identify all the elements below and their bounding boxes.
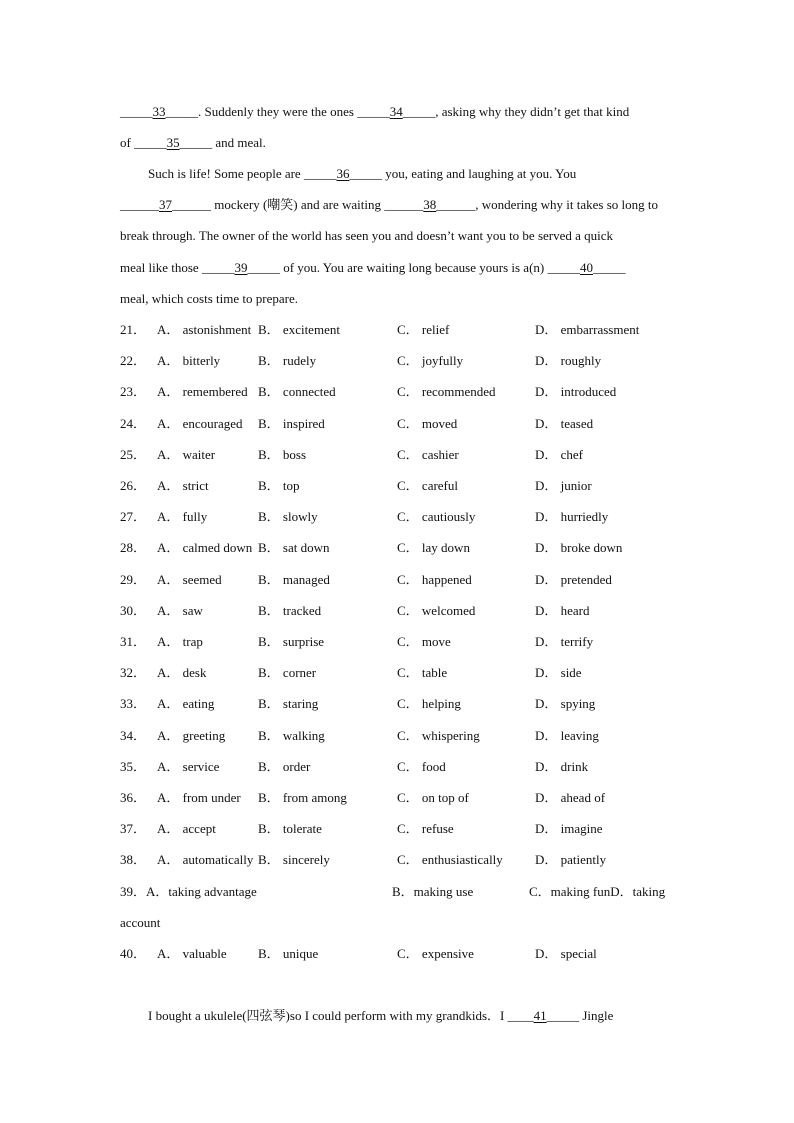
question-row xyxy=(120,759,680,775)
option-d: D． introduced xyxy=(535,384,617,399)
option-b: B． unique xyxy=(258,946,319,961)
option-a: A． trap xyxy=(157,634,203,649)
option-c: C． moved xyxy=(397,416,458,431)
blank-41: 41 xyxy=(533,1008,547,1023)
option-b: B． walking xyxy=(258,728,325,743)
option-c: C． relief xyxy=(397,322,450,337)
question-row xyxy=(120,728,680,744)
passage-text: , asking why they didn’t get that kind xyxy=(435,104,630,119)
option-c: C． cautiously xyxy=(397,509,476,524)
question-number: 21． xyxy=(120,322,147,337)
option-b: B． from among xyxy=(258,790,347,805)
passage-text: I bought a ukulele(四弦琴)so I could perform with my grandkids．I xyxy=(148,1008,508,1023)
option-b: B． connected xyxy=(258,384,336,399)
option-a: A． greeting xyxy=(157,728,226,743)
option-c: C． table xyxy=(397,665,448,680)
option-c: C． lay down xyxy=(397,540,470,555)
passage-text: of xyxy=(120,135,135,150)
question-row-40 xyxy=(120,946,680,962)
passage-line-4 xyxy=(120,197,658,213)
option-a: A． automatically xyxy=(157,852,254,867)
option-d: D． broke down xyxy=(535,540,623,555)
option-b: B． rudely xyxy=(258,353,317,368)
question-number: 22． xyxy=(120,353,147,368)
option-a: A． seemed xyxy=(157,572,222,587)
option-c: C． expensive xyxy=(397,946,474,961)
option-b: B． sincerely xyxy=(258,852,330,867)
option-d: D． roughly xyxy=(535,353,602,368)
option-c: C． helping xyxy=(397,696,461,711)
question-number: 36． xyxy=(120,790,147,805)
option-d: D． hurriedly xyxy=(535,509,609,524)
option-a: A． strict xyxy=(157,478,209,493)
option-a: A． from under xyxy=(157,790,241,805)
passage-text: Such is life! Some people are xyxy=(148,166,304,181)
blank-underline: _____ xyxy=(120,104,153,119)
question-row xyxy=(120,447,680,463)
question-row xyxy=(120,696,680,712)
option-a: A． encouraged xyxy=(157,416,243,431)
blank-underline: _____ xyxy=(165,104,198,119)
question-number: 37． xyxy=(120,821,147,836)
option-b: B． boss xyxy=(258,447,307,462)
blank-36: 36 xyxy=(336,166,350,181)
passage-text: you, eating and laughing at you. You xyxy=(381,166,577,181)
option-d: D． side xyxy=(535,665,582,680)
option-a: A． desk xyxy=(157,665,207,680)
passage-line-6 xyxy=(120,260,626,276)
option-cd: C．making funD．taking xyxy=(529,884,666,899)
option-c: C． recommended xyxy=(397,384,496,399)
passage-text: and meal. xyxy=(212,135,266,150)
option-c: C． welcomed xyxy=(397,603,476,618)
option-b: B． staring xyxy=(258,696,319,711)
option-c: C． joyfully xyxy=(397,353,464,368)
blank-underline: ______ xyxy=(120,197,159,212)
option-c: C． on top of xyxy=(397,790,469,805)
option-d: D． pretended xyxy=(535,572,612,587)
question-number: 38． xyxy=(120,852,147,867)
question-row xyxy=(120,416,680,432)
blank-39: 39 xyxy=(234,260,248,275)
option-d: D． heard xyxy=(535,603,590,618)
option-b: B． tracked xyxy=(258,603,322,618)
option-b: B． excitement xyxy=(258,322,340,337)
option-a: A． remembered xyxy=(157,384,248,399)
option-a: A． fully xyxy=(157,509,208,524)
question-number: 35． xyxy=(120,759,147,774)
option-d: D． patiently xyxy=(535,852,607,867)
question-number: 27． xyxy=(120,509,147,524)
question-39-continuation: account xyxy=(120,915,161,930)
question-number: 30． xyxy=(120,603,147,618)
option-d: D． embarrassment xyxy=(535,322,640,337)
question-row xyxy=(120,603,680,619)
passage-line-3 xyxy=(148,166,576,182)
question-row xyxy=(120,478,680,494)
option-a: A． astonishment xyxy=(157,322,252,337)
option-a: A． service xyxy=(157,759,220,774)
option-a: 39．A．taking advantage xyxy=(120,884,257,899)
blank-33: 33 xyxy=(152,104,166,119)
passage-line-1 xyxy=(120,104,629,120)
question-row xyxy=(120,540,680,556)
blank-37: 37 xyxy=(159,197,172,212)
option-d: D． special xyxy=(535,946,597,961)
option-c: C． happened xyxy=(397,572,472,587)
option-d: D． junior xyxy=(535,478,592,493)
option-c: C． move xyxy=(397,634,451,649)
passage-text: meal like those xyxy=(120,260,202,275)
option-a: A． saw xyxy=(157,603,203,618)
option-d: D． ahead of xyxy=(535,790,606,805)
option-a: A． bitterly xyxy=(157,353,221,368)
question-row-39 xyxy=(120,884,680,900)
question-number: 28． xyxy=(120,540,147,555)
option-b: B． slowly xyxy=(258,509,318,524)
passage-two-line-1 xyxy=(148,1008,613,1024)
option-d: D． spying xyxy=(535,696,596,711)
blank-underline: _____ xyxy=(402,104,436,119)
question-row xyxy=(120,322,680,338)
option-d: D． drink xyxy=(535,759,589,774)
question-row xyxy=(120,821,680,837)
option-d: D． chef xyxy=(535,447,584,462)
blank-underline: ______ xyxy=(436,197,476,212)
question-number: 25． xyxy=(120,447,147,462)
option-b: B． order xyxy=(258,759,311,774)
option-c: C． careful xyxy=(397,478,459,493)
blank-underline: _____ xyxy=(593,260,626,275)
blank-underline: ____ xyxy=(507,1008,534,1023)
passage-line-5: break through. The owner of the world has seen you and doesn’t want you to be served a quick xyxy=(120,228,614,243)
blank-underline: _____ xyxy=(357,104,390,119)
blank-34: 34 xyxy=(389,104,403,119)
option-b: B． tolerate xyxy=(258,821,322,836)
question-row xyxy=(120,852,680,868)
question-row xyxy=(120,384,680,400)
blank-40: 40 xyxy=(580,260,593,275)
blank-underline: ______ xyxy=(172,197,211,212)
option-b: B． surprise xyxy=(258,634,325,649)
option-c: C． whispering xyxy=(397,728,480,743)
question-row xyxy=(120,353,680,369)
passage-text: . Suddenly they were the ones xyxy=(198,104,358,119)
blank-underline: _____ xyxy=(349,166,382,181)
question-row xyxy=(120,634,680,650)
blank-underline: _____ xyxy=(247,260,280,275)
blank-underline: _____ xyxy=(547,260,580,275)
blank-underline: _____ xyxy=(201,260,235,275)
passage-text: , wondering why it takes so long to xyxy=(475,197,658,212)
option-d: D． imagine xyxy=(535,821,603,836)
option-c: C． refuse xyxy=(397,821,454,836)
option-b: B． managed xyxy=(258,572,330,587)
question-number: 31． xyxy=(120,634,147,649)
passage-text: mockery (嘲笑) and are waiting xyxy=(211,197,385,212)
option-d: D． leaving xyxy=(535,728,599,743)
question-row xyxy=(120,572,680,588)
blank-38: 38 xyxy=(423,197,437,212)
passage-text: of you. You are waiting long because yours is a(n) xyxy=(279,260,548,275)
question-row xyxy=(120,790,680,806)
question-number: 29． xyxy=(120,572,147,587)
option-a: A． calmed down xyxy=(157,540,253,555)
option-b: B． sat down xyxy=(258,540,330,555)
option-d: D． teased xyxy=(535,416,594,431)
question-number: 34． xyxy=(120,728,147,743)
question-number: 26． xyxy=(120,478,147,493)
passage-line-2 xyxy=(120,135,266,151)
blank-35: 35 xyxy=(166,135,180,150)
question-row xyxy=(120,665,680,681)
option-a: A． valuable xyxy=(157,946,227,961)
blank-underline: ______ xyxy=(384,197,424,212)
question-number: 24． xyxy=(120,416,147,431)
option-b: B． top xyxy=(258,478,300,493)
option-b: B． corner xyxy=(258,665,317,680)
question-row xyxy=(120,509,680,525)
passage-text: Jingle xyxy=(579,1008,614,1023)
option-a: A． accept xyxy=(157,821,216,836)
question-number: 40． xyxy=(120,946,147,961)
passage-line-7: meal, which costs time to prepare. xyxy=(120,291,298,306)
option-d: D． terrify xyxy=(535,634,594,649)
option-c: C． cashier xyxy=(397,447,459,462)
option-b: B． inspired xyxy=(258,416,325,431)
blank-underline: _____ xyxy=(546,1008,580,1023)
option-c: C． enthusiastically xyxy=(397,852,503,867)
question-number: 32． xyxy=(120,665,147,680)
option-b: B．making use xyxy=(392,884,474,899)
blank-underline: _____ xyxy=(134,135,167,150)
question-number: 33． xyxy=(120,696,147,711)
option-a: A． waiter xyxy=(157,447,216,462)
question-number: 23． xyxy=(120,384,147,399)
blank-underline: _____ xyxy=(179,135,213,150)
blank-underline: _____ xyxy=(303,166,337,181)
option-c: C． food xyxy=(397,759,446,774)
option-a: A． eating xyxy=(157,696,215,711)
